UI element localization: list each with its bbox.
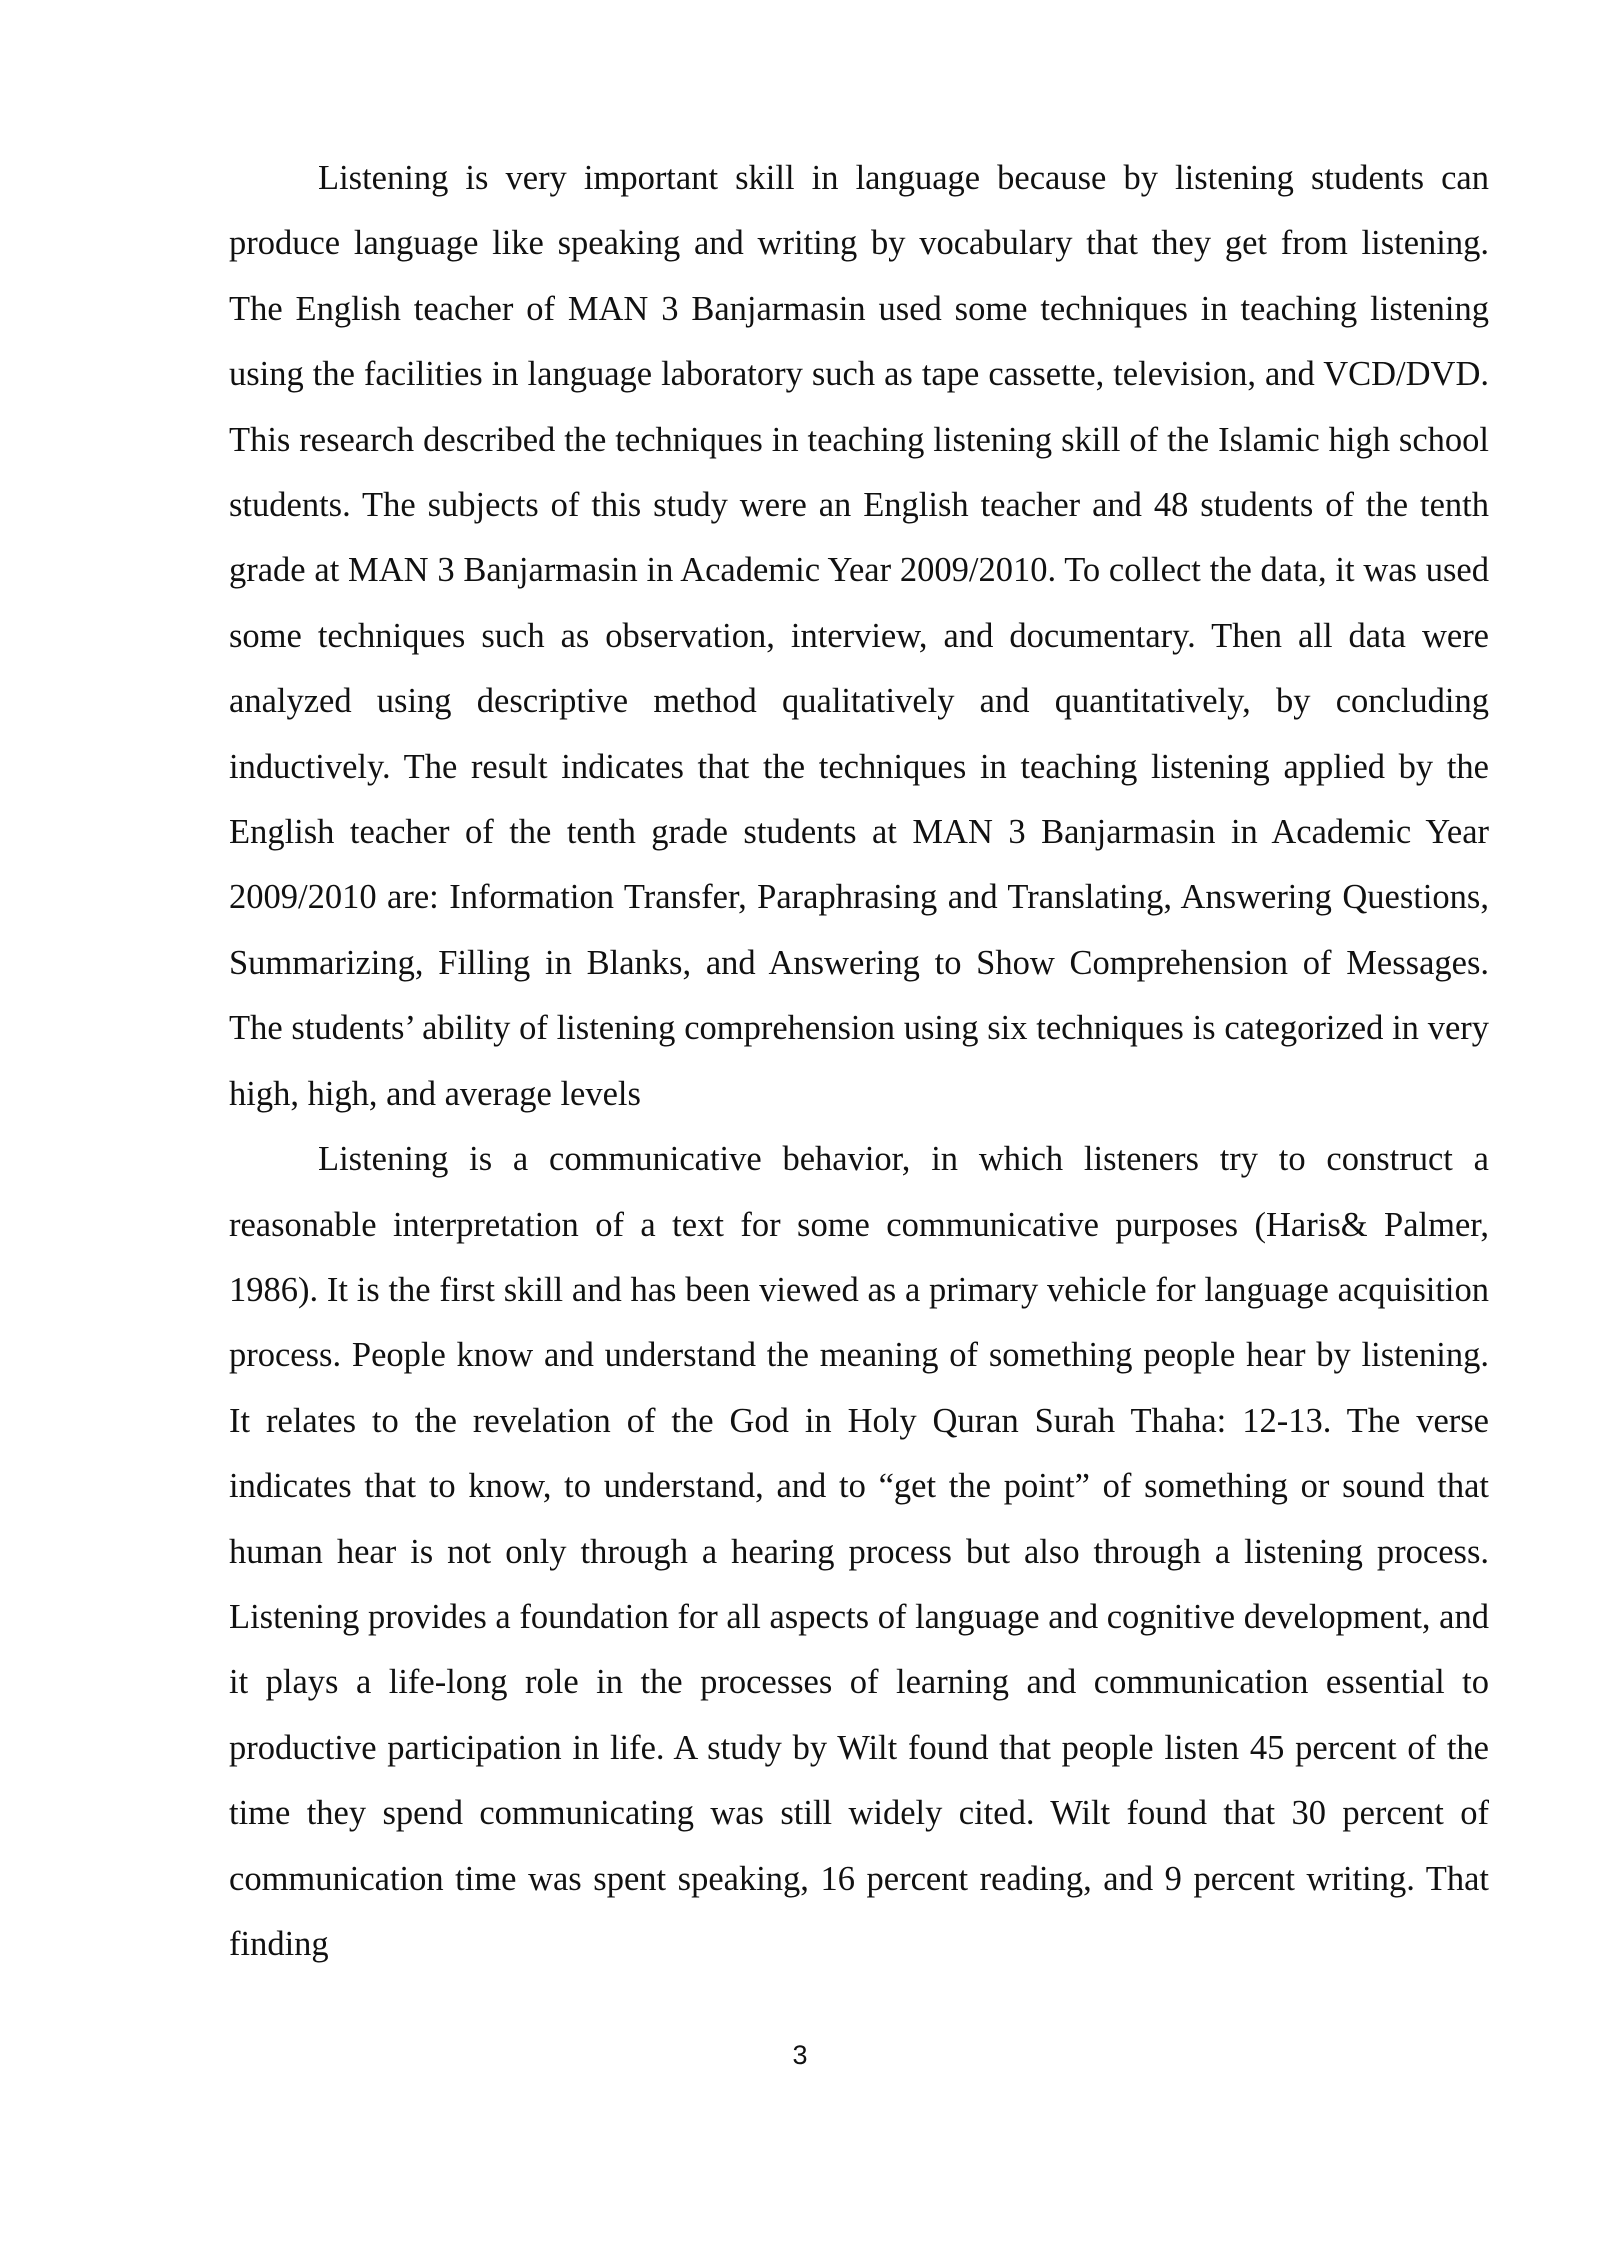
page-number: 3: [792, 2040, 808, 2070]
body-text: [229, 146, 1489, 1977]
paragraph-2: Listening is a communicative behavior, in which listeners try to construct a reasonable interpretation of a text for some communicative purposes (Haris& Palmer, 1986). It is the first skill and has been viewed as a primary vehicle for language acquisition process. People know and understand the meaning of something people hear by listening. It relates to the revelation of the God in Holy Quran Surah Thaha: 12-13. The verse indicates that to know, to understand, and to “get the point” of something or sound that human hear is not only through a hearing process but also through a listening process. Listening provides a foundation for all aspects of language and cognitive development, and it plays a life-long role in the processes of learning and communication essential to productive participation in life. A study by Wilt found that people listen 45 percent of the time they spend communicating was still widely cited. Wilt found that 30 percent of communication time was spent speaking, 16 percent reading, and 9 percent writing. That finding: [229, 1140, 1489, 1963]
paragraph-1: Listening is very important skill in language because by listening students can produce language like speaking and writing by vocabulary that they get from listening. The English teacher of MAN 3 Banjarmasin used some techniques in teaching listening using the facilities in language laboratory such as tape cassette, television, and VCD/DVD. This research described the techniques in teaching listening skill of the Islamic high school students. The subjects of this study were an English teacher and 48 students of the tenth grade at MAN 3 Banjarmasin in Academic Year 2009/2010. To collect the data, it was used some techniques such as observation, interview, and documentary. Then all data were analyzed using descriptive method qualitatively and quantitatively, by concluding inductively. The result indicates that the techniques in teaching listening applied by the English teacher of the tenth grade students at MAN 3 Banjarmasin in Academic Year 2009/2010 are: Information Transfer, Paraphrasing and Translating, Answering Questions, Summarizing, Filling in Blanks, and Answering to Show Comprehension of Messages. The students’ ability of listening comprehension using six techniques is categorized in very high, high, and average levels: [229, 159, 1489, 1113]
